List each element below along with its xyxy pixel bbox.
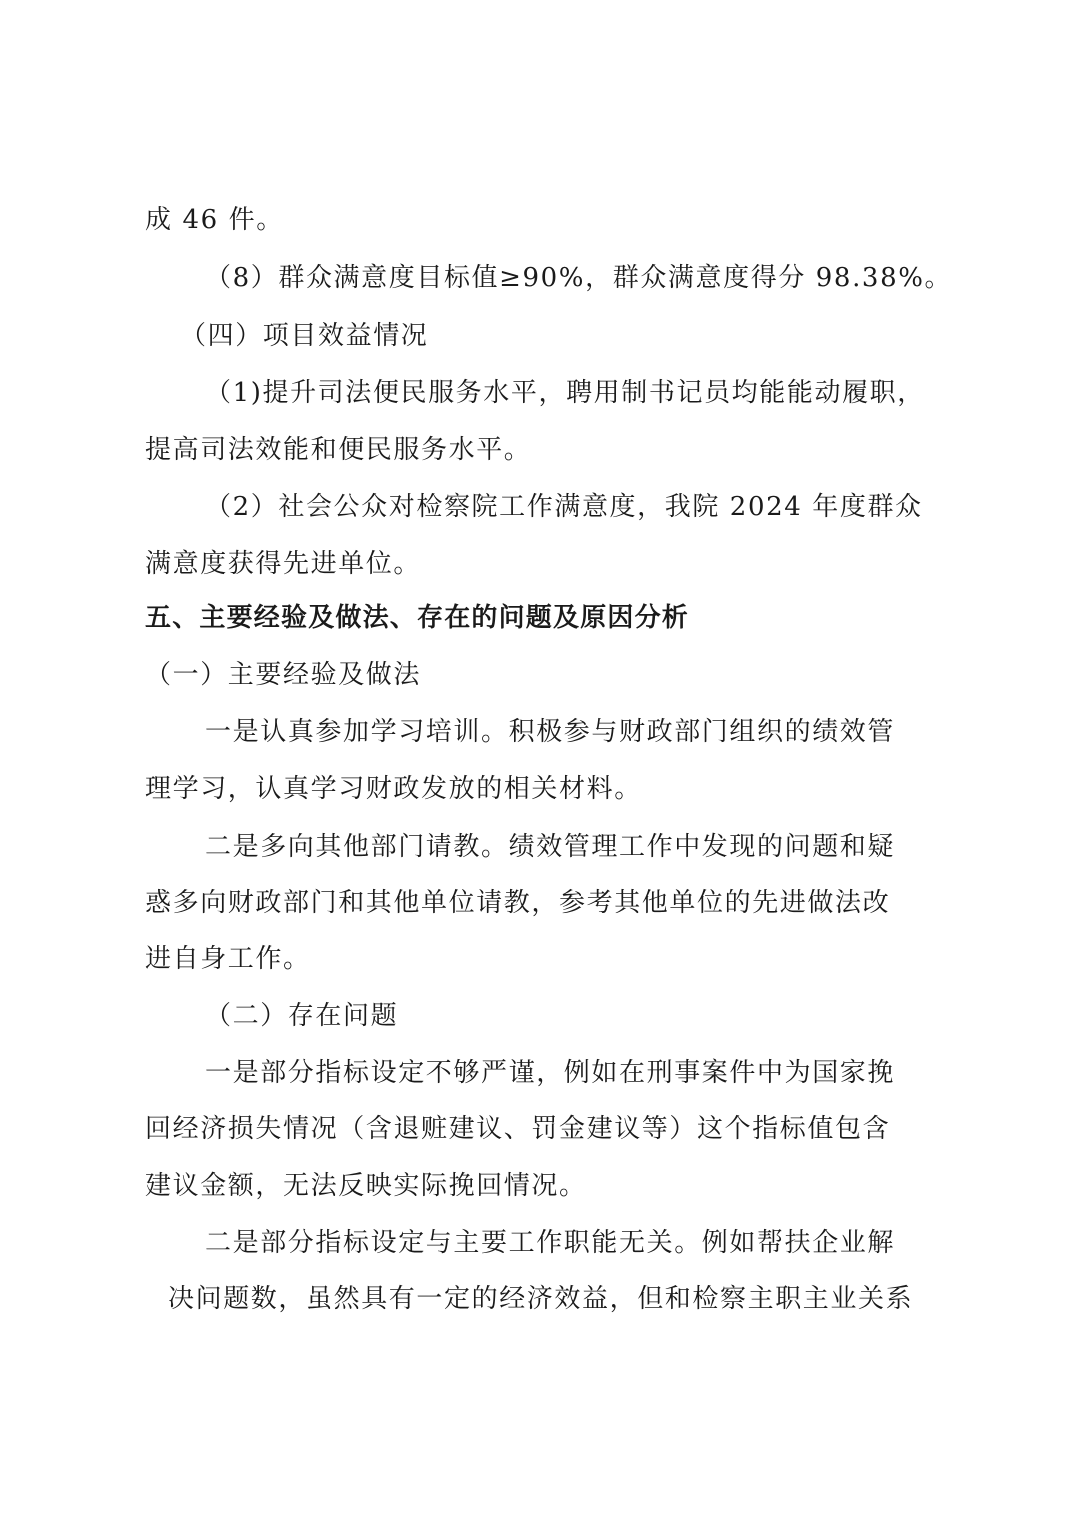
text-line: 进自身工作。 bbox=[145, 944, 311, 974]
section-heading: 五、主要经验及做法、存在的问题及原因分析 bbox=[145, 603, 690, 633]
subsection-heading: （二）存在问题 bbox=[205, 1001, 399, 1031]
text-line: （2）社会公众对检察院工作满意度，我院 2024 年度群众 bbox=[205, 492, 923, 522]
text-line: 满意度获得先进单位。 bbox=[145, 549, 422, 579]
text-line: 惑多向财政部门和其他单位请教，参考其他单位的先进做法改 bbox=[145, 888, 891, 918]
subsection-heading: （四）项目效益情况 bbox=[180, 321, 429, 351]
text-line: 一是认真参加学习培训。积极参与财政部门组织的绩效管 bbox=[205, 717, 896, 747]
text-line: （1)提升司法便民服务水平，聘用制书记员均能能动履职， bbox=[205, 378, 925, 408]
text-line: 二是多向其他部门请教。绩效管理工作中发现的问题和疑 bbox=[205, 832, 896, 862]
text-line: 决问题数，虽然具有一定的经济效益，但和检察主职主业关系 bbox=[168, 1284, 914, 1314]
subsection-heading: （一）主要经验及做法 bbox=[145, 660, 422, 690]
text-line: 成 46 件。 bbox=[145, 205, 284, 235]
text-line: 一是部分指标设定不够严谨，例如在刑事案件中为国家挽 bbox=[205, 1058, 896, 1088]
text-line: 建议金额，无法反映实际挽回情况。 bbox=[145, 1171, 587, 1201]
text-line: 二是部分指标设定与主要工作职能无关。例如帮扶企业解 bbox=[205, 1228, 896, 1258]
text-line: 回经济损失情况（含退赃建议、罚金建议等）这个指标值包含 bbox=[145, 1114, 891, 1144]
text-line: 理学习，认真学习财政发放的相关材料。 bbox=[145, 774, 642, 804]
text-line: 提高司法效能和便民服务水平。 bbox=[145, 435, 532, 465]
text-line: （8）群众满意度目标值≥90%，群众满意度得分 98.38%。 bbox=[205, 263, 953, 293]
